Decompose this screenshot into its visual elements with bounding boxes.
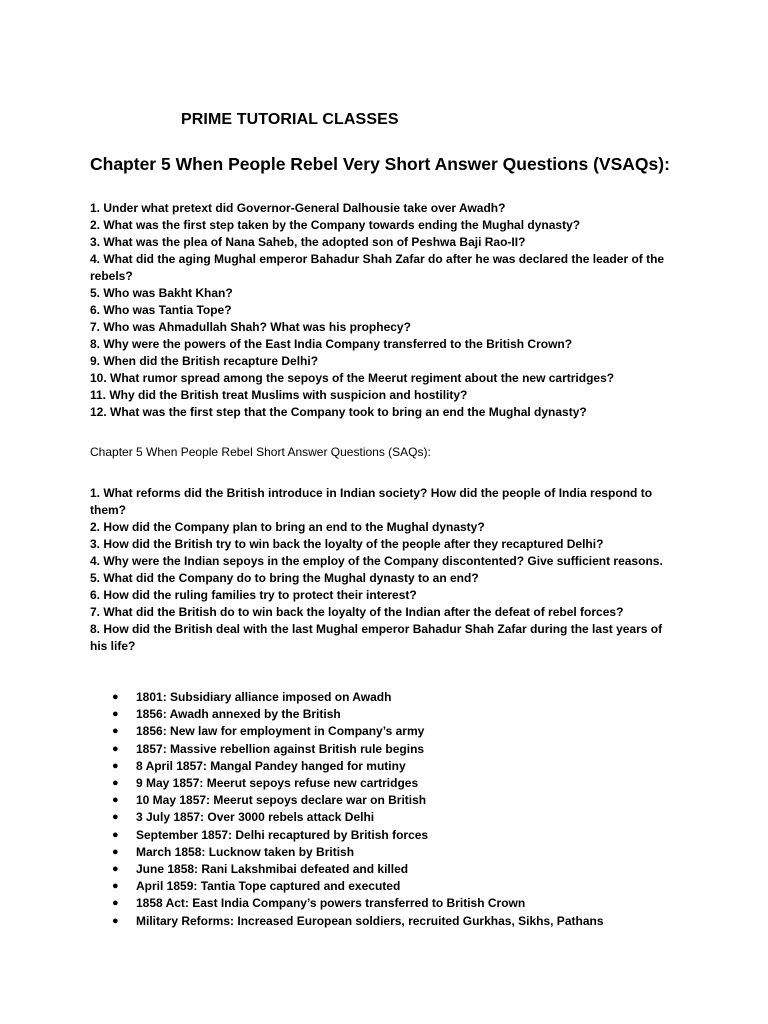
vsaq-question: 4. What did the aging Mughal emperor Bahadur Shah Zafar do after he was declared the leader of the rebels?	[90, 252, 665, 283]
timeline-item-text: 9 May 1857: Meerut sepoys refuse new cartridges	[136, 776, 419, 791]
saq-question: 4. Why were the Indian sepoys in the employ of the Company discontented? Give sufficient reasons.	[90, 554, 663, 568]
vsaq-question: 9. When did the British recapture Delhi?	[90, 354, 319, 368]
bullet-icon: ●	[112, 811, 119, 824]
bullet-icon: ●	[112, 863, 119, 876]
timeline-item-text: March 1858: Lucknow taken by British	[136, 844, 355, 859]
vsaq-question: 10. What rumor spread among the sepoys of the Meerut regiment about the new cartridges?	[90, 371, 615, 385]
saq-section-title: Chapter 5 When People Rebel Short Answer Questions (SAQs):	[90, 445, 431, 459]
timeline-item	[112, 706, 672, 723]
bullet-icon: ●	[112, 725, 119, 738]
bullet-icon: ●	[112, 914, 119, 927]
timeline-item	[112, 792, 672, 809]
timeline-item-text: April 1859: Tantia Tope captured and executed	[136, 879, 401, 894]
timeline-item-text: 1856: New law for employment in Company’s army	[136, 724, 425, 739]
timeline-item	[112, 913, 672, 930]
vsaq-question: 12. What was the first step that the Company took to bring an end the Mughal dynasty?	[90, 405, 587, 419]
saq-question: 5. What did the Company do to bring the Mughal dynasty to an end?	[90, 571, 479, 585]
bullet-icon: ●	[112, 742, 119, 755]
vsaq-question: 7. Who was Ahmadullah Shah? What was his prophecy?	[90, 320, 411, 334]
vsaq-question: 2. What was the first step taken by the Company towards ending the Mughal dynasty?	[90, 218, 581, 232]
saq-question: 3. How did the British try to win back the loyalty of the people after they recaptured Delhi?	[90, 537, 604, 551]
timeline-item	[112, 844, 672, 861]
timeline-item	[112, 827, 672, 844]
bullet-icon: ●	[112, 880, 119, 893]
timeline-item-text: 1857: Massive rebellion against British rule begins	[136, 741, 425, 756]
timeline-item-text: 3 July 1857: Over 3000 rebels attack Delhi	[136, 810, 375, 825]
timeline-item	[112, 861, 672, 878]
timeline-item	[112, 775, 672, 792]
bullet-icon: ●	[112, 845, 119, 858]
bullet-icon: ●	[112, 708, 119, 721]
timeline-item	[112, 723, 672, 740]
saq-question: 1. What reforms did the British introduce in Indian society? How did the people of India respond to them?	[90, 486, 653, 517]
timeline-item	[112, 689, 672, 706]
vsaq-section-title: Chapter 5 When People Rebel Very Short Answer Questions (VSAQs):	[90, 154, 670, 174]
timeline-item-text: 1858 Act: East India Company’s powers transferred to British Crown	[136, 896, 526, 911]
timeline-list	[112, 689, 672, 930]
timeline-item-text: September 1857: Delhi recaptured by British forces	[136, 827, 429, 842]
timeline-item-text: June 1858: Rani Lakshmibai defeated and killed	[136, 862, 409, 877]
timeline-item	[112, 895, 672, 912]
timeline-item-text: 1801: Subsidiary alliance imposed on Awadh	[136, 690, 392, 704]
timeline-item	[112, 809, 672, 826]
saq-question: 2. How did the Company plan to bring an end to the Mughal dynasty?	[90, 520, 485, 534]
page-heading: PRIME TUTORIAL CLASSES	[181, 111, 399, 128]
timeline-item	[112, 878, 672, 895]
saq-question: 8. How did the British deal with the last Mughal emperor Bahadur Shah Zafar during the last years of his life?	[90, 622, 663, 653]
bullet-icon: ●	[112, 828, 119, 841]
bullet-icon: ●	[112, 777, 119, 790]
vsaq-question: 1. Under what pretext did Governor-General Dalhousie take over Awadh?	[90, 201, 506, 215]
timeline-item-text: 1856: Awadh annexed by the British	[136, 707, 341, 722]
vsaq-question-list	[90, 200, 680, 421]
timeline-item-text: 10 May 1857: Meerut sepoys declare war on British	[136, 793, 427, 808]
timeline-item	[112, 741, 672, 758]
vsaq-question: 3. What was the plea of Nana Saheb, the adopted son of Peshwa Baji Rao-II?	[90, 235, 526, 249]
vsaq-question: 8. Why were the powers of the East India Company transferred to the British Crown?	[90, 337, 573, 351]
saq-question-list	[90, 485, 680, 655]
saq-question: 7. What did the British do to win back the loyalty of the Indian after the defeat of rebel forces?	[90, 605, 624, 619]
timeline-item-text: Military Reforms: Increased European soldiers, recruited Gurkhas, Sikhs, Pathans	[136, 913, 604, 928]
vsaq-question: 5. Who was Bakht Khan?	[90, 286, 233, 300]
saq-question: 6. How did the ruling families try to protect their interest?	[90, 588, 417, 602]
bullet-icon: ●	[112, 897, 119, 910]
timeline-item	[112, 758, 672, 775]
vsaq-question: 11. Why did the British treat Muslims with suspicion and hostility?	[90, 388, 468, 402]
bullet-icon: ●	[112, 759, 119, 772]
bullet-icon: ●	[112, 691, 119, 703]
timeline-item-text: 8 April 1857: Mangal Pandey hanged for mutiny	[136, 758, 406, 773]
vsaq-question: 6. Who was Tantia Tope?	[90, 303, 232, 317]
bullet-icon: ●	[112, 794, 119, 807]
